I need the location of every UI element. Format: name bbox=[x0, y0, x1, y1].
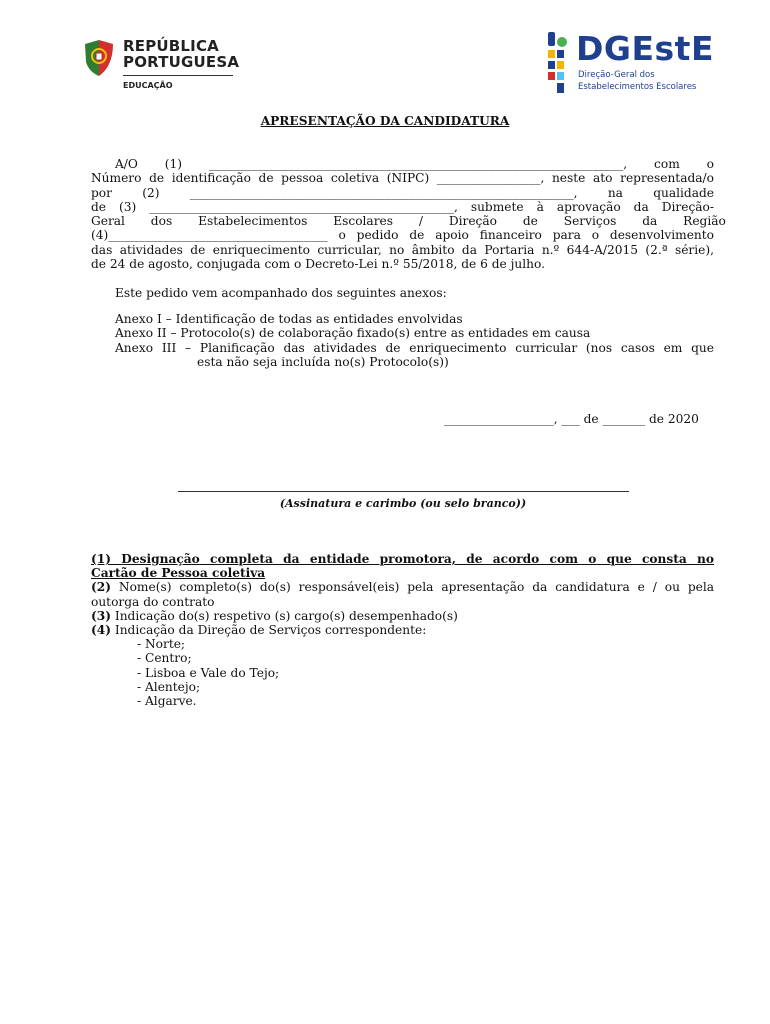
dgeste-mark-icon bbox=[546, 30, 574, 98]
signature-line bbox=[178, 491, 629, 493]
republica-portuguesa-logo bbox=[83, 36, 243, 94]
paragraph-line: de 24 de agosto, conjugada com o Decreto-Lei n.º 55/2018, de 6 de julho. bbox=[91, 257, 546, 272]
footnotes bbox=[91, 552, 714, 708]
paragraph-line: de (3) __________________________________________________, submete à aprovação da Direção- bbox=[91, 199, 714, 214]
paragraph-line: Geral dos Estabelecimentos Escolares / Direção de Serviços da Região bbox=[91, 214, 726, 229]
signature-caption: (Assinatura e carimbo (ou selo branco)) bbox=[279, 497, 527, 510]
region-item: - Alentejo; bbox=[137, 679, 201, 694]
region-item: - Centro; bbox=[137, 651, 192, 666]
portugal-emblem-icon bbox=[83, 38, 115, 78]
republica-portuguesa-text: REPÚBLICA PORTUGUESA bbox=[123, 37, 240, 71]
paragraph-line: A/O (1) ____________________________________________________________________, com o bbox=[115, 157, 714, 171]
application-paragraph bbox=[91, 157, 726, 272]
footnote-2-cont: outorga do contrato bbox=[91, 594, 215, 609]
footnote-4: (4) Indicação da Direção de Serviços correspondente: bbox=[91, 623, 427, 638]
footnote-2: (2) Nome(s) completo(s) do(s) responsável(eis) pela apresentação da candidatura e / ou pela bbox=[91, 580, 714, 595]
paragraph-line: por (2) _______________________________________________________________, na qualidade bbox=[91, 185, 714, 200]
paragraph-line: Número de identificação de pessoa coletiva (NIPC) _________________, neste ato representada/o bbox=[91, 171, 714, 186]
paragraph-line: das atividades de enriquecimento curricular, no âmbito da Portaria n.º 644-A/2015 (2.ª série), bbox=[91, 242, 714, 257]
region-item: - Norte; bbox=[137, 637, 186, 652]
annex-item-3: Anexo III – Planificação das atividades de enriquecimento curricular (nos casos em que esta não seja incluída no(s) Protocolo(s)) bbox=[115, 341, 714, 370]
paragraph-line: (4)____________________________________ o pedido de apoio financeiro para o desenvolvimento bbox=[91, 228, 714, 243]
annex-item-2: Anexo II – Protocolo(s) de colaboração fixado(s) entre as entidades em causa bbox=[115, 326, 591, 340]
footnote-3: (3) Indicação do(s) respetivo (s) cargo(s) desempenhado(s) bbox=[91, 608, 458, 623]
region-item: - Algarve. bbox=[137, 694, 197, 709]
dgeste-logo bbox=[546, 30, 726, 100]
annex-item-1: Anexo I – Identificação de todas as entidades envolvidas bbox=[115, 312, 463, 326]
footnote-1: (1) Designação completa da entidade promotora, de acordo com o que consta no bbox=[91, 552, 714, 566]
region-list bbox=[137, 637, 714, 708]
region-item: - Lisboa e Vale do Tejo; bbox=[137, 665, 280, 680]
annex-intro: Este pedido vem acompanhado dos seguintes anexos: bbox=[115, 286, 447, 300]
document-title: APRESENTAÇÃO DA CANDIDATURA bbox=[260, 114, 510, 128]
footnote-1-cont: Cartão de Pessoa coletiva bbox=[91, 566, 266, 581]
logo-divider bbox=[123, 75, 233, 76]
dgeste-title: DGEstE bbox=[576, 29, 714, 68]
date-line: __________________, ___ de _______ de 2020 bbox=[444, 412, 699, 426]
ministry-label: EDUCAÇÃO bbox=[123, 81, 173, 90]
dgeste-subtitle: Direção-Geral dos Estabelecimentos Escolares bbox=[578, 70, 697, 92]
